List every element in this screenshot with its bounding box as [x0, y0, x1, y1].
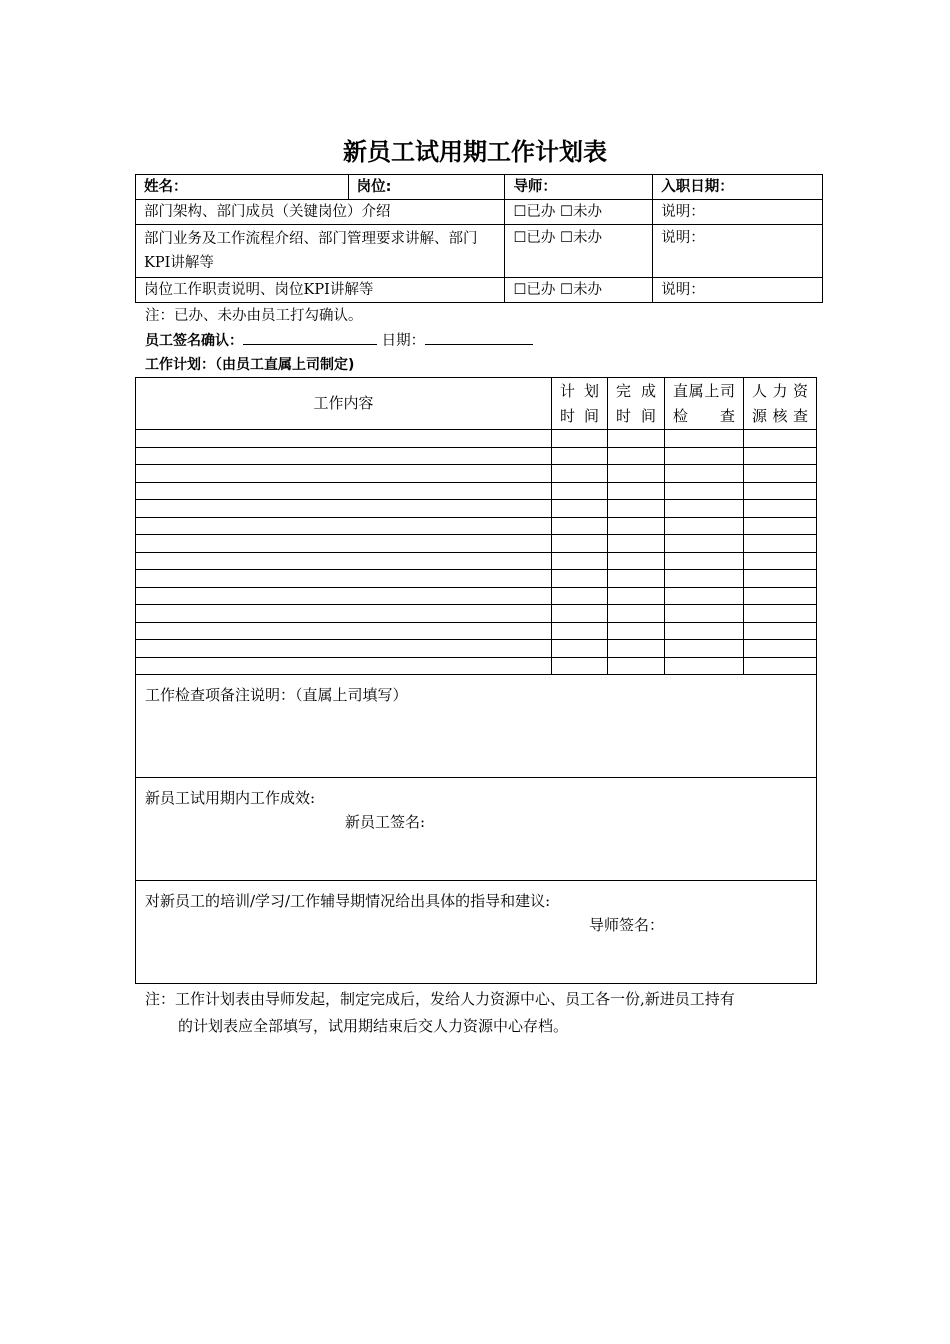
table-cell[interactable] [136, 587, 552, 605]
info-item: 岗位工作职责说明、岗位KPI讲解等 [136, 278, 505, 303]
table-cell[interactable] [136, 622, 552, 640]
table-row [136, 657, 817, 675]
table-cell[interactable] [744, 587, 817, 605]
table-cell[interactable] [608, 640, 665, 658]
info-item: 部门业务及工作流程介绍、部门管理要求讲解、部门KPI讲解等 [136, 225, 505, 278]
table-cell[interactable] [665, 605, 744, 623]
table-cell[interactable] [744, 500, 817, 518]
advice-label: 对新员工的培训/学习/工作辅导期情况给出具体的指导和建议: [145, 892, 551, 910]
table-cell[interactable] [552, 640, 608, 658]
table-cell[interactable] [608, 605, 665, 623]
check-note-row [136, 675, 817, 778]
table-cell[interactable] [744, 517, 817, 535]
table-cell[interactable] [136, 535, 552, 553]
table-row [136, 430, 817, 448]
table-cell[interactable] [608, 447, 665, 465]
table-cell[interactable] [136, 552, 552, 570]
table-cell[interactable] [136, 500, 552, 518]
header-supervisor-check: 直属上司检查 [665, 378, 744, 430]
table-cell[interactable] [552, 622, 608, 640]
table-cell[interactable] [665, 430, 744, 448]
table-cell[interactable] [552, 587, 608, 605]
table-row [136, 622, 817, 640]
employee-sign-line [145, 329, 533, 350]
table-cell[interactable] [136, 657, 552, 675]
table-row [136, 570, 817, 588]
table-row [136, 500, 817, 518]
advice-row [136, 881, 817, 984]
name-field[interactable]: 姓名： [136, 175, 349, 200]
table-cell[interactable] [136, 605, 552, 623]
table-row [136, 482, 817, 500]
table-cell[interactable] [744, 570, 817, 588]
table-row [136, 447, 817, 465]
table-cell[interactable] [552, 465, 608, 483]
results-row [136, 778, 817, 881]
table-cell[interactable] [665, 622, 744, 640]
table-cell[interactable] [608, 465, 665, 483]
position-field[interactable]: 岗位: [348, 175, 505, 200]
footer-note [145, 986, 810, 1040]
status-checkboxes[interactable]: ☐已办 ☐未办 [505, 200, 653, 225]
table-cell[interactable] [608, 430, 665, 448]
header-planned-time: 计划时间 [552, 378, 608, 430]
table-cell[interactable] [552, 500, 608, 518]
page-title: 新员工试用期工作计划表 [343, 138, 607, 166]
table-cell[interactable] [665, 587, 744, 605]
mentor-field[interactable]: 导师： [505, 175, 653, 200]
table-cell[interactable] [665, 447, 744, 465]
table-cell[interactable] [665, 657, 744, 675]
table-cell[interactable] [608, 482, 665, 500]
table-cell[interactable] [665, 640, 744, 658]
info-header-row [136, 175, 823, 200]
table-cell[interactable] [136, 447, 552, 465]
plan-rows [136, 430, 817, 675]
date-label: 日期： [381, 333, 426, 349]
table-cell[interactable] [744, 552, 817, 570]
table-cell[interactable] [665, 535, 744, 553]
table-cell[interactable] [665, 517, 744, 535]
table-cell[interactable] [608, 552, 665, 570]
table-cell[interactable] [744, 430, 817, 448]
table-row [136, 535, 817, 553]
table-cell[interactable] [136, 517, 552, 535]
table-cell[interactable] [552, 535, 608, 553]
table-row [136, 517, 817, 535]
employee-sign-label: 员工签名确认： [145, 333, 243, 349]
employee-sign-blank[interactable] [243, 329, 377, 345]
info-note[interactable]: 说明： [653, 225, 823, 278]
footer-note-line2: 的计划表应全部填写，试用期结束后交人力资源中心存档。 [178, 1017, 569, 1035]
table-cell[interactable] [136, 482, 552, 500]
table-cell[interactable] [608, 535, 665, 553]
check-note-label: 工作检查项备注说明：（直属上司填写） [145, 686, 408, 704]
table-cell[interactable] [136, 640, 552, 658]
plan-header-row [136, 378, 817, 430]
table-cell[interactable] [665, 570, 744, 588]
table-cell[interactable] [552, 570, 608, 588]
table-cell[interactable] [744, 605, 817, 623]
table-cell[interactable] [665, 465, 744, 483]
table-cell[interactable] [608, 587, 665, 605]
table-cell[interactable] [608, 570, 665, 588]
employee-sign-label: 新员工签名: [345, 813, 426, 831]
info-note[interactable]: 说明： [653, 200, 823, 225]
header-done-time: 完成时间 [608, 378, 665, 430]
table-cell[interactable] [744, 447, 817, 465]
status-checkboxes[interactable]: ☐已办 ☐未办 [505, 225, 653, 278]
header-content: 工作内容 [136, 378, 552, 430]
checkbox-note: 注：已办、未办由员工打勾确认。 [145, 308, 363, 324]
date-blank[interactable] [425, 329, 533, 345]
footer-note-line1: 注：工作计划表由导师发起，制定完成后，发给人力资源中心、员工各一份,新进员工持有 [145, 990, 735, 1008]
table-cell[interactable] [136, 465, 552, 483]
table-cell[interactable] [608, 517, 665, 535]
table-cell[interactable] [665, 552, 744, 570]
table-cell[interactable] [744, 535, 817, 553]
table-cell[interactable] [608, 500, 665, 518]
table-row [136, 552, 817, 570]
advice-cell[interactable] [136, 881, 817, 984]
plan-label: 工作计划：（由员工直属上司制定) [145, 357, 355, 373]
table-cell[interactable] [552, 430, 608, 448]
table-cell[interactable] [744, 657, 817, 675]
table-cell[interactable] [552, 482, 608, 500]
table-cell[interactable] [136, 430, 552, 448]
info-table [135, 174, 823, 303]
table-cell[interactable] [552, 447, 608, 465]
info-row [136, 225, 823, 278]
info-row [136, 278, 823, 303]
results-cell[interactable] [136, 778, 817, 881]
info-item: 部门架构、部门成员（关键岗位）介绍 [136, 200, 505, 225]
header-hr-check: 人力资源核查 [744, 378, 817, 430]
table-cell[interactable] [608, 657, 665, 675]
mentor-sign-label: 导师签名： [589, 916, 665, 934]
table-cell[interactable] [744, 640, 817, 658]
table-cell[interactable] [136, 570, 552, 588]
table-cell[interactable] [665, 482, 744, 500]
table-cell[interactable] [552, 517, 608, 535]
info-row [136, 200, 823, 225]
table-cell[interactable] [665, 500, 744, 518]
table-cell[interactable] [552, 605, 608, 623]
table-row [136, 605, 817, 623]
table-row [136, 465, 817, 483]
join-date-field[interactable]: 入职日期： [653, 175, 823, 200]
plan-table [135, 377, 817, 984]
table-cell[interactable] [744, 622, 817, 640]
table-cell[interactable] [608, 622, 665, 640]
table-cell[interactable] [744, 465, 817, 483]
table-cell[interactable] [552, 552, 608, 570]
info-note[interactable]: 说明： [653, 278, 823, 303]
results-label: 新员工试用期内工作成效: [145, 789, 316, 807]
table-row [136, 640, 817, 658]
check-note-cell[interactable] [136, 675, 817, 778]
table-cell[interactable] [744, 482, 817, 500]
table-cell[interactable] [552, 657, 608, 675]
status-checkboxes[interactable]: ☐已办 ☐未办 [505, 278, 653, 303]
table-row [136, 587, 817, 605]
